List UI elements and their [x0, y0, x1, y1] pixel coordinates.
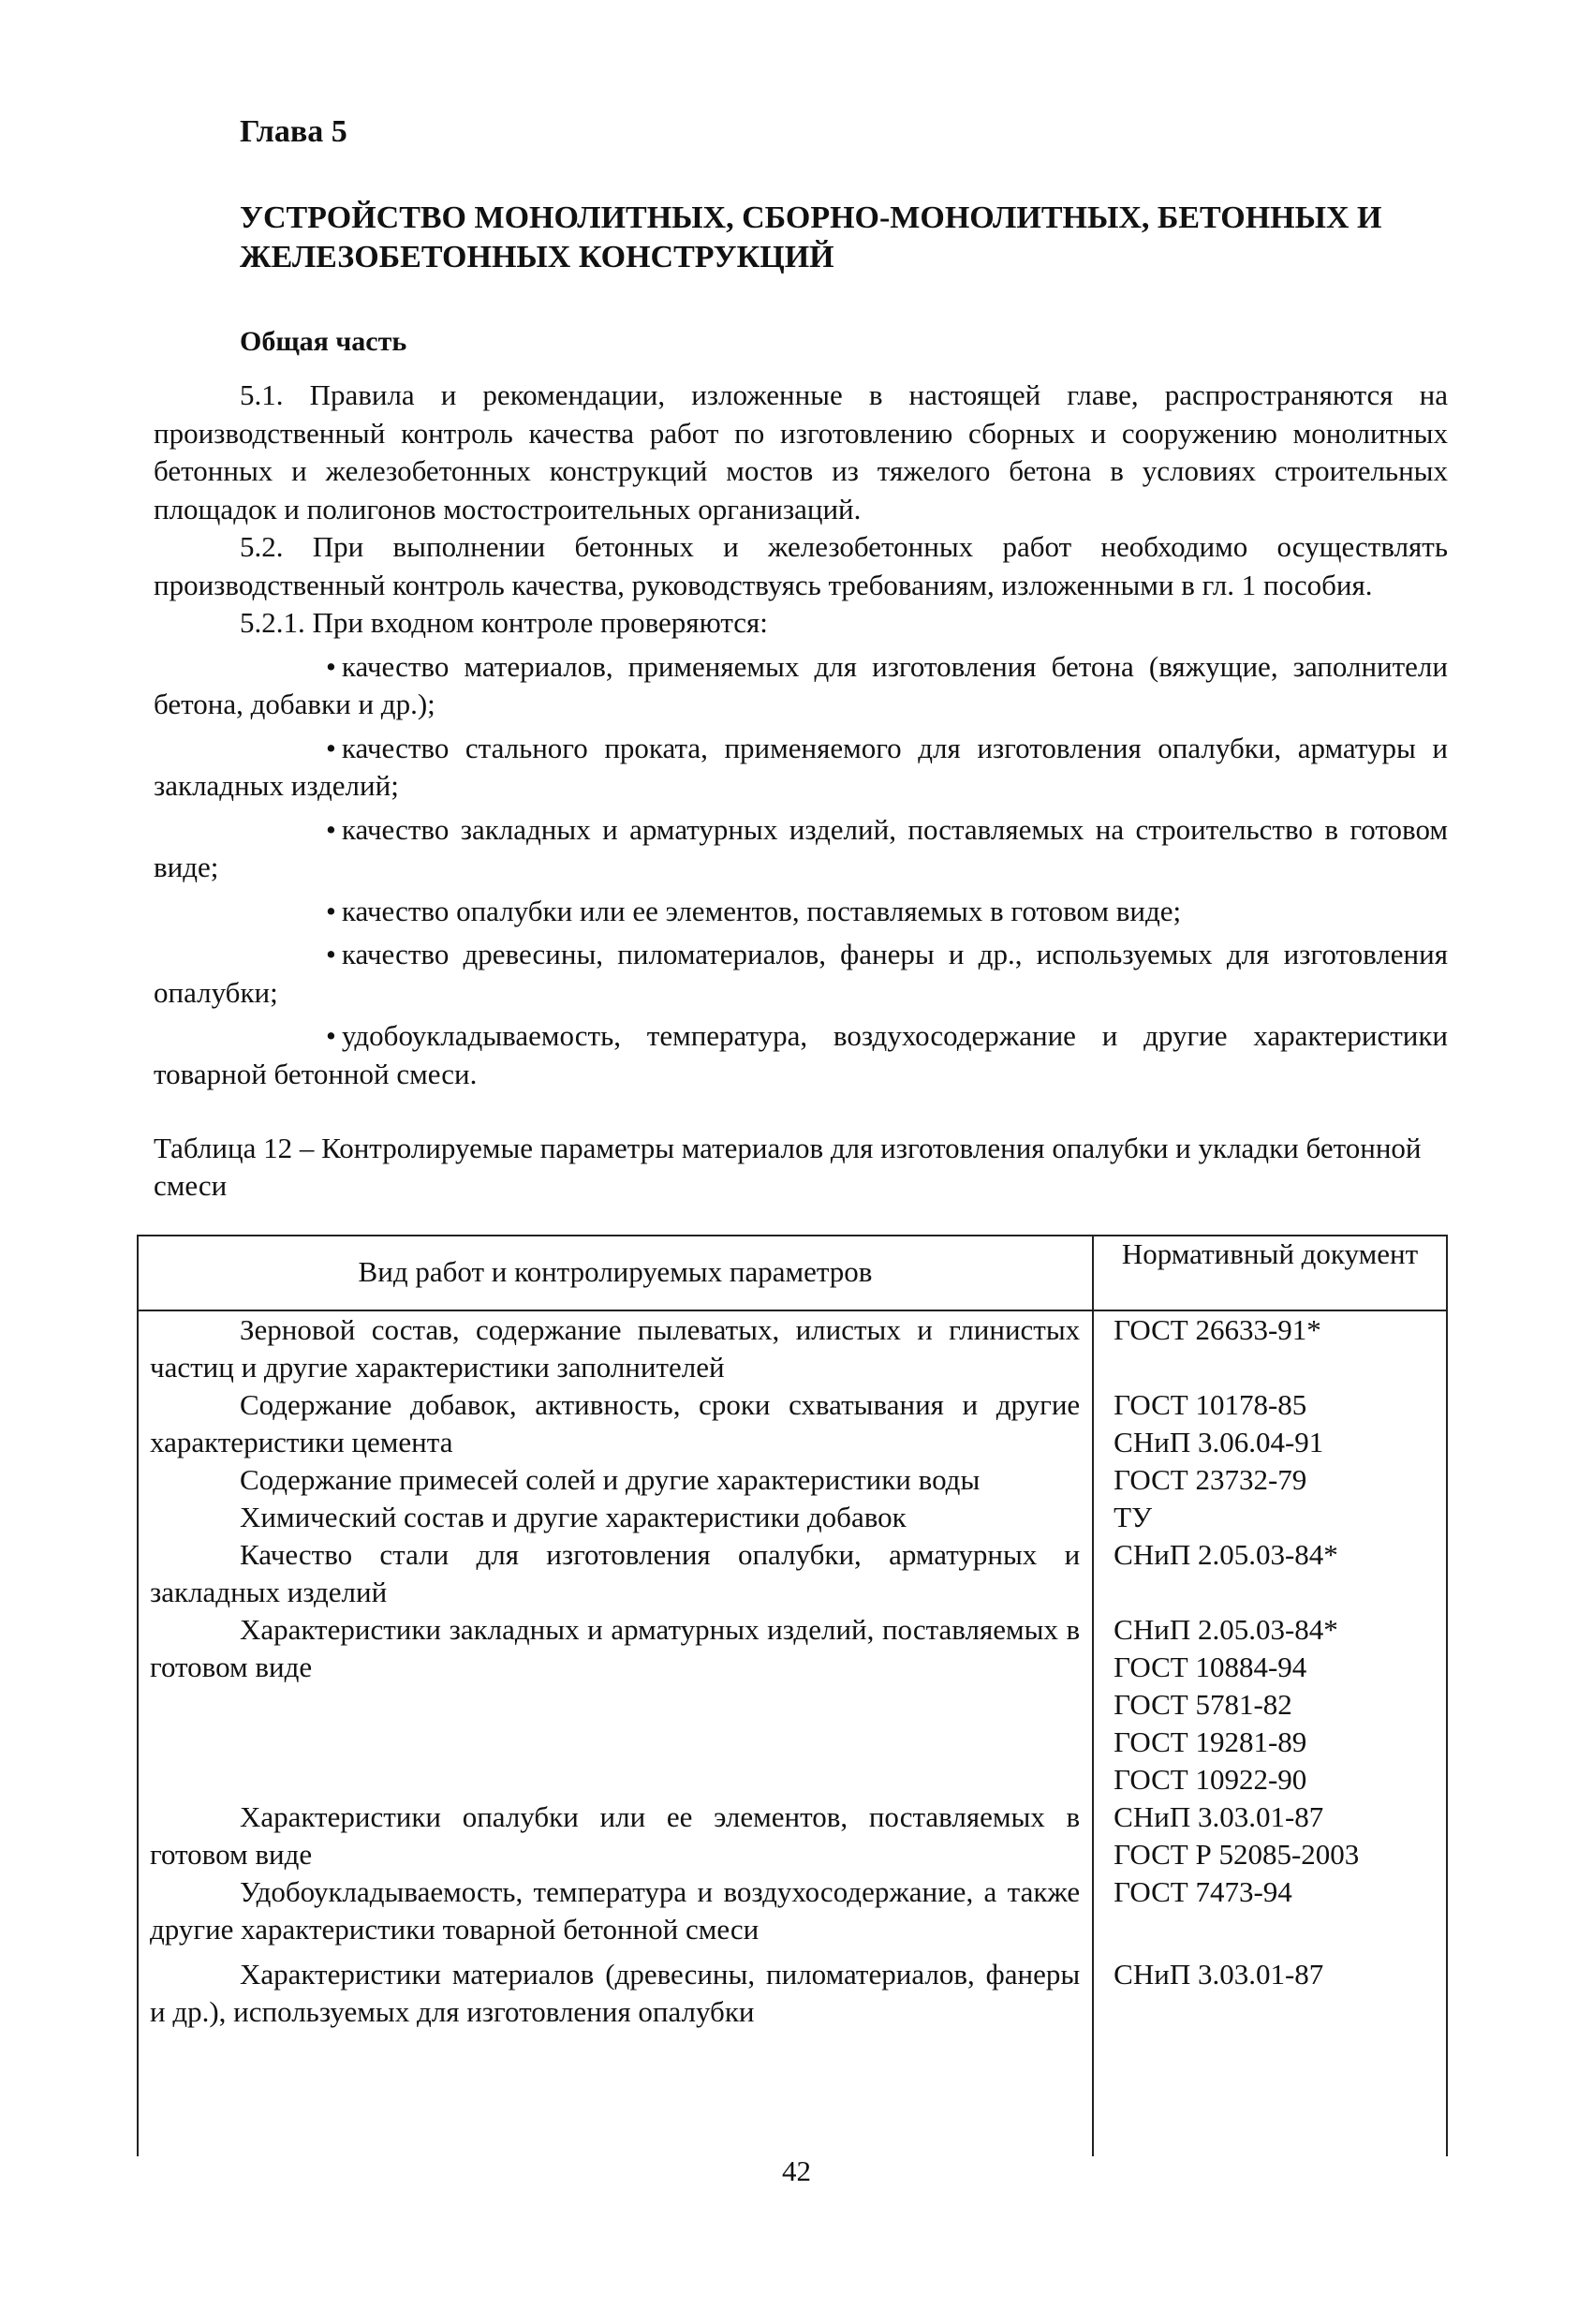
- docs-cell: [1114, 1956, 1448, 2031]
- param-cell: Содержание примесей солей и другие характеристики воды: [240, 1463, 981, 1496]
- doc-reference: ТУ: [1114, 1501, 1153, 1533]
- bullet-text: качество материалов, применяемых для изготовления бетона (вяжущие, заполнители бетона, добавки и др.);: [154, 649, 1448, 720]
- table-row: [137, 1461, 1448, 1499]
- doc-reference: ГОСТ 7473-94: [1114, 1875, 1292, 1908]
- bullet-icon: •: [326, 894, 336, 927]
- body-text: [154, 377, 1448, 1093]
- doc-reference: ГОСТ 26633-91*: [1114, 1313, 1321, 1346]
- bullet-icon: •: [326, 812, 336, 846]
- bullet-text: удобоукладываемость, температура, воздухосодержание и другие характеристики товарной бетонной смеси.: [154, 1019, 1448, 1090]
- param-cell: Характеристики закладных и арматурных изделий, поставляемых в готовом виде: [150, 1613, 1081, 1683]
- bullet-item: [154, 1017, 1448, 1093]
- table-row: [137, 1873, 1448, 1948]
- doc-reference: ГОСТ 23732-79: [1114, 1463, 1307, 1496]
- doc-reference: СНиП 2.05.03-84*: [1114, 1538, 1338, 1571]
- chapter-label: Глава 5: [240, 114, 347, 149]
- table-row: [137, 1311, 1448, 1386]
- bullet-item: [154, 936, 1448, 1012]
- doc-reference: ГОСТ 10884-94: [1114, 1650, 1307, 1683]
- table-row: [137, 1611, 1448, 1799]
- table-row: [137, 1536, 1448, 1611]
- bullet-item: [154, 648, 1448, 724]
- bullet-item: [154, 811, 1448, 887]
- bullet-item: [154, 730, 1448, 806]
- docs-cell: [1114, 1461, 1448, 1499]
- section-title: Общая часть: [240, 326, 407, 357]
- bullet-item: [154, 893, 1448, 931]
- docs-cell: [1114, 1799, 1448, 1873]
- param-cell: Качество стали для изготовления опалубки, арматурных и закладных изделий: [150, 1538, 1081, 1608]
- docs-cell: [1114, 1611, 1448, 1799]
- paragraph: 5.2.1. При входном контроле проверяются:: [240, 606, 768, 639]
- table-header-docs: Нормативный документ: [1121, 1237, 1419, 1270]
- bullet-icon: •: [326, 649, 336, 683]
- doc-reference: СНиП 3.06.04-91: [1114, 1426, 1324, 1458]
- table-caption: Таблица 12 – Контролируемые параметры материалов для изготовления опалубки и укладки бетонной смеси: [154, 1132, 1422, 1202]
- paragraph: 5.2. При выполнении бетонных и железобетонных работ необходимо осуществлять производственный контроль качества, руководствуясь требованиям, изложенными в гл. 1 пособия.: [154, 530, 1448, 601]
- bullet-text: качество древесины, пиломатериалов, фанеры и др., используемых для изготовления опалубки;: [154, 938, 1448, 1009]
- doc-reference: ГОСТ 5781-82: [1114, 1688, 1292, 1721]
- doc-reference: ГОСТ 19281-89: [1114, 1725, 1307, 1758]
- doc-reference: СНиП 3.03.01-87: [1114, 1958, 1324, 1991]
- docs-cell: [1114, 1499, 1448, 1536]
- docs-cell: [1114, 1873, 1448, 1948]
- bullet-icon: •: [326, 731, 336, 764]
- table-body: [137, 1311, 1448, 2031]
- param-cell: Химический состав и другие характеристики добавок: [240, 1501, 907, 1533]
- docs-cell: [1114, 1536, 1448, 1611]
- doc-reference: СНиП 3.03.01-87: [1114, 1800, 1324, 1833]
- chapter-title: УСТРОЙСТВО МОНОЛИТНЫХ, СБОРНО-МОНОЛИТНЫХ, БЕТОННЫХ И ЖЕЛЕЗОБЕТОННЫХ КОНСТРУКЦИЙ: [240, 200, 1382, 274]
- param-cell: Характеристики опалубки или ее элементов, поставляемых в готовом виде: [150, 1800, 1081, 1871]
- bullet-text: качество опалубки или ее элементов, поставляемых в готовом виде;: [341, 894, 1182, 927]
- paragraph: 5.1. Правила и рекомендации, изложенные в настоящей главе, распространяются на производственный контроль качества работ по изготовлению сборных и сооружению монолитных бетонных и железобетонных конструкций мостов из тяжелого бетона в условиях строительных площадок и полигонов мостостроительных организаций.: [154, 378, 1448, 525]
- param-cell: Характеристики материалов (древесины, пиломатериалов, фанеры и др.), используемых для изготовления опалубки: [150, 1958, 1081, 2028]
- docs-cell: [1114, 1386, 1448, 1461]
- table-header-params: Вид работ и контролируемых параметров: [358, 1255, 873, 1288]
- table-row: [137, 1499, 1448, 1536]
- doc-reference: СНиП 2.05.03-84*: [1114, 1613, 1338, 1646]
- page-number: 42: [782, 2154, 811, 2187]
- bullet-icon: •: [326, 938, 336, 970]
- table-row: [137, 1956, 1448, 2031]
- param-cell: Содержание добавок, активность, сроки схватывания и другие характеристики цемента: [150, 1388, 1081, 1458]
- bullet-text: качество стального проката, применяемого для изготовления опалубки, арматуры и закладных изделий;: [154, 731, 1448, 802]
- param-cell: Зерновой состав, содержание пылеватых, илистых и глинистых частиц и другие характеристики заполнителей: [150, 1313, 1081, 1384]
- doc-reference: ГОСТ 10178-85: [1114, 1388, 1307, 1421]
- doc-reference: ГОСТ Р 52085-2003: [1114, 1838, 1360, 1871]
- bullet-text: качество закладных и арматурных изделий, поставляемых на строительство в готовом виде;: [154, 812, 1448, 883]
- docs-cell: [1114, 1311, 1448, 1386]
- table-row: [137, 1799, 1448, 1873]
- param-cell: Удобоукладываемость, температура и воздухосодержание, а также другие характеристики товарной бетонной смеси: [150, 1875, 1081, 1946]
- doc-reference: ГОСТ 10922-90: [1114, 1763, 1307, 1796]
- table-row: [137, 1386, 1448, 1461]
- parameters-table: [137, 1235, 1448, 2156]
- bullet-icon: •: [326, 1019, 336, 1052]
